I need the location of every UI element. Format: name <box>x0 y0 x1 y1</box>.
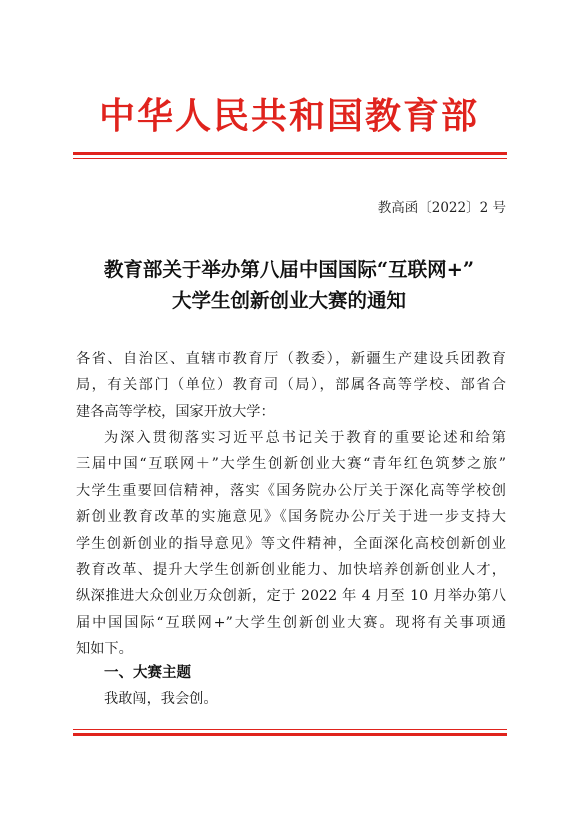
issuer-header: 中华人民共和国教育部 <box>98 95 479 137</box>
addressee-line: 建各高等学校，国家开放大学： <box>76 403 275 420</box>
footer-rule-thin <box>73 729 507 730</box>
section-heading: 一、大赛主题 <box>104 665 191 681</box>
header-rule-thin <box>73 158 507 159</box>
intro-paragraph <box>76 425 506 663</box>
document-number: 教高函〔2022〕2 号 <box>377 200 506 216</box>
addressee-line: 各省、自治区、直辖市教育厅（教委），新疆生产建设兵团教育 <box>76 351 506 367</box>
addressee-line: 局，有关部门（单位）教育司（局），部属各高等学校、部省合 <box>76 377 506 394</box>
paragraph-line: 学生创新创业的指导意见》等文件精神，全面深化高校创新创业 <box>76 535 506 552</box>
paragraph-line: 知如下。 <box>76 641 133 658</box>
document-title-line-2: 大学生创新创业大赛的通知 <box>171 289 406 312</box>
paragraph-line: 纵深推进大众创业万众创新，定于 2022 年 4 月至 10 月举办第八 <box>76 588 506 605</box>
paragraph-line: 为深入贯彻落实习近平总书记关于教育的重要论述和给第 <box>104 430 506 446</box>
document-title-line-1: 教育部关于举办第八届中国国际“互联网+” <box>103 258 475 281</box>
paragraph-line: 大学生重要回信精神，落实《国务院办公厅关于深化高等学校创 <box>76 482 506 499</box>
paragraph-line: 新创业教育改革的实施意见》《国务院办公厅关于进一步支持大 <box>76 509 506 526</box>
section-body: 我敢闯，我会创。 <box>104 691 218 707</box>
footer-rule-thick <box>73 733 507 736</box>
paragraph-line: 教育改革、提升大学生创新创业能力、加快培养创新创业人才， <box>76 562 506 579</box>
header-rule-thick <box>73 152 507 155</box>
paragraph-line: 三届中国“互联网＋”大学生创新创业大赛“青年红色筑梦之旅” <box>76 456 506 473</box>
addressee-block <box>76 346 506 425</box>
paragraph-line: 届中国国际“互联网+”大学生创新创业大赛。现将有关事项通 <box>76 614 506 631</box>
